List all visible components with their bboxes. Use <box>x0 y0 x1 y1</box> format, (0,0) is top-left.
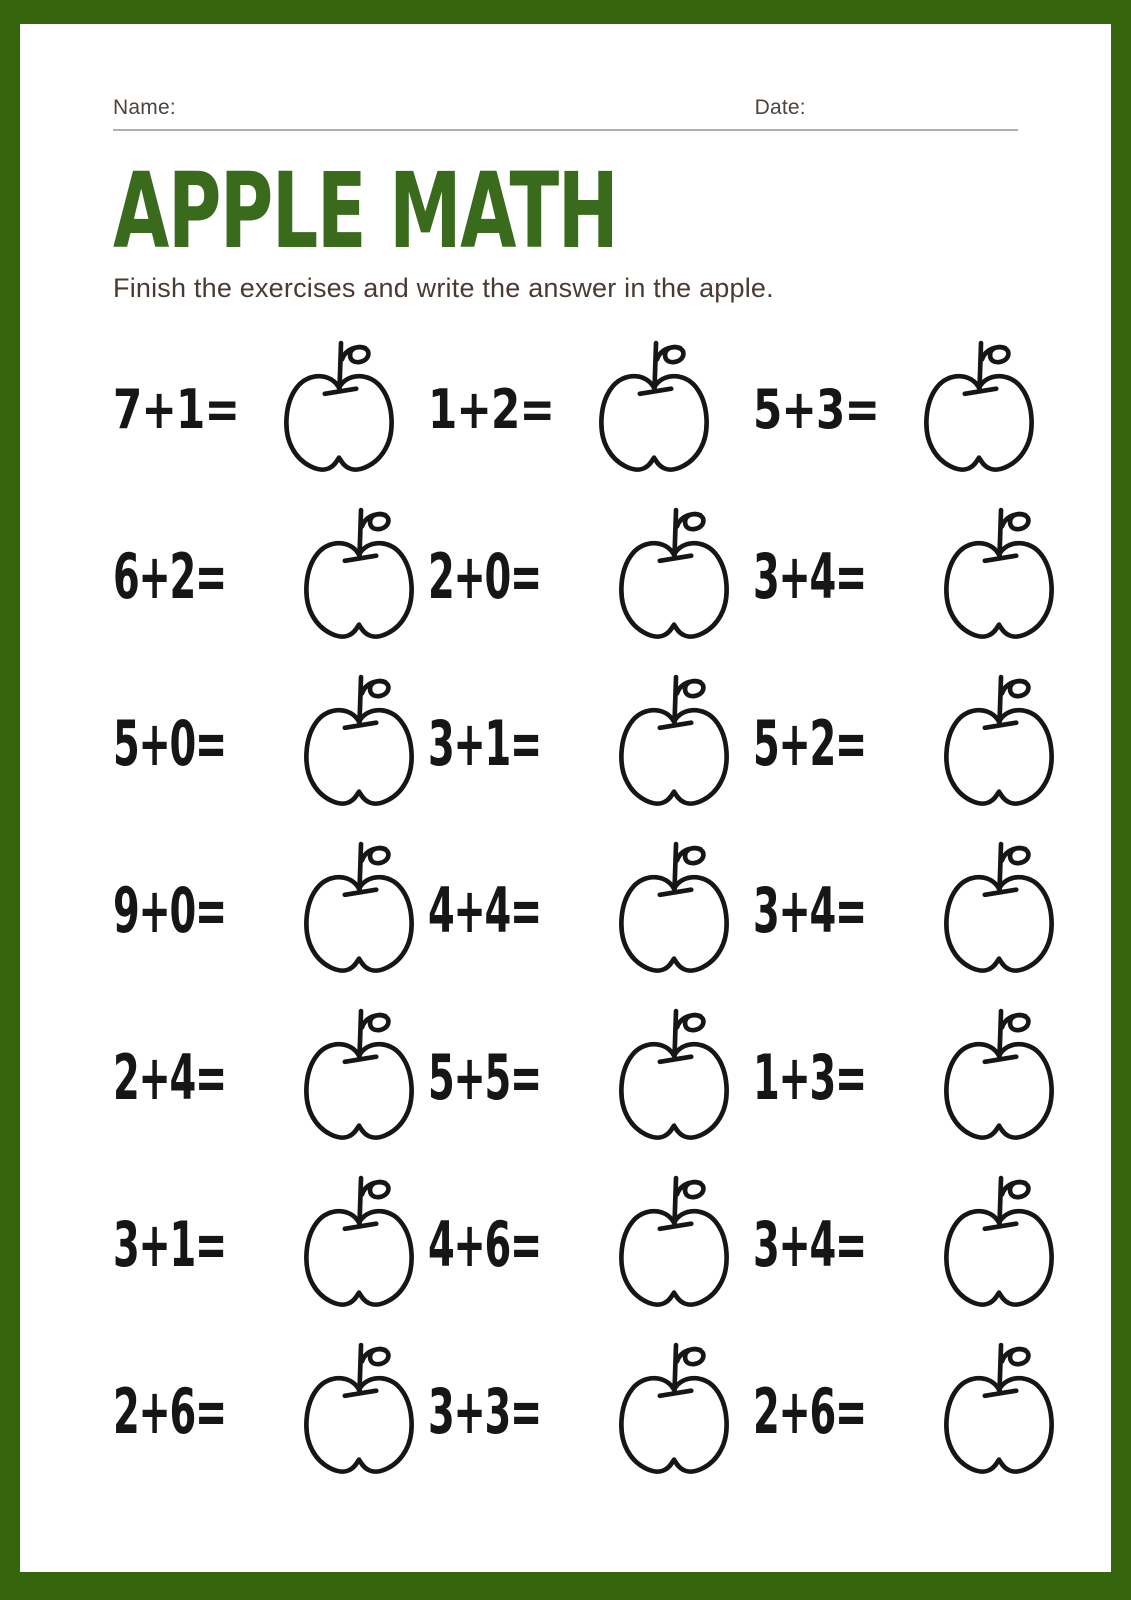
apple-leaf-loop <box>1002 848 1028 863</box>
problem-cell <box>753 1328 1063 1495</box>
apple-answer-icon <box>935 1336 1063 1488</box>
problem-expression: 3+4= <box>753 540 866 613</box>
apple-answer-icon <box>275 334 403 486</box>
problem-cell <box>753 660 1063 827</box>
problem-expression: 9+0= <box>113 874 226 947</box>
apple-leaf-loop <box>1002 681 1028 696</box>
apple-stem-tick <box>345 555 376 560</box>
apple-answer-icon <box>610 1336 738 1488</box>
problem-expression: 5+5= <box>428 1041 541 1114</box>
apple-stem-tick <box>660 1056 691 1061</box>
problem-expression: 4+4= <box>428 874 541 947</box>
problem-expression: 4+6= <box>428 1208 541 1281</box>
name-field-label: Name: <box>113 96 176 119</box>
apple-leaf-loop <box>1002 1015 1028 1030</box>
problem-expression: 2+4= <box>113 1041 226 1114</box>
apple-stem-tick <box>660 555 691 560</box>
apple-stem-tick <box>985 555 1016 560</box>
apple-answer-icon <box>295 668 423 820</box>
problem-cell <box>113 1328 428 1495</box>
apple-answer-icon <box>610 1002 738 1154</box>
apple-answer-icon <box>295 1169 423 1321</box>
problem-cell <box>428 660 753 827</box>
apple-answer-icon <box>610 668 738 820</box>
apple-leaf-loop <box>677 848 703 863</box>
problem-expression: 2+0= <box>428 540 541 613</box>
problem-cell <box>428 1328 753 1495</box>
apple-leaf-loop <box>362 1349 388 1364</box>
problem-cell <box>428 1161 753 1328</box>
apple-leaf-loop <box>362 681 388 696</box>
apple-stem-tick <box>345 722 376 727</box>
problem-cell <box>428 493 753 660</box>
problem-cell <box>753 1161 1063 1328</box>
apple-leaf-loop <box>677 1015 703 1030</box>
apple-stem-tick <box>964 388 995 393</box>
apple-leaf-loop <box>677 681 703 696</box>
apple-leaf-loop <box>677 1349 703 1364</box>
apple-answer-icon <box>295 1002 423 1154</box>
problem-expression: 6+2= <box>113 540 226 613</box>
apple-stem-tick <box>345 889 376 894</box>
apple-leaf-loop <box>657 347 683 362</box>
apple-stem-tick <box>985 1390 1016 1395</box>
apple-leaf-loop <box>342 347 368 362</box>
page-subtitle: Finish the exercises and write the answer in the apple. <box>113 273 774 303</box>
apple-stem-tick <box>660 722 691 727</box>
page-title <box>113 150 1018 272</box>
problem-cell <box>428 994 753 1161</box>
problem-expression: 5+2= <box>753 707 866 780</box>
apple-answer-icon <box>295 835 423 987</box>
apple-leaf-loop <box>362 514 388 529</box>
problem-cell <box>753 326 1063 493</box>
apple-stem-tick <box>985 1223 1016 1228</box>
apple-stem-tick <box>985 889 1016 894</box>
problem-cell <box>753 994 1063 1161</box>
apple-leaf-loop <box>677 1182 703 1197</box>
apple-answer-icon <box>935 1169 1063 1321</box>
apple-leaf-loop <box>362 848 388 863</box>
date-field-label: Date: <box>754 96 806 119</box>
apple-leaf-loop <box>677 514 703 529</box>
problem-expression: 3+1= <box>113 1208 226 1281</box>
apple-answer-icon <box>610 835 738 987</box>
apple-leaf-loop <box>982 347 1008 362</box>
problem-expression: 5+3= <box>753 378 880 441</box>
worksheet-page <box>20 24 1111 1572</box>
apple-answer-icon <box>610 501 738 653</box>
apple-answer-icon <box>935 835 1063 987</box>
apple-stem-tick <box>985 1056 1016 1061</box>
apple-answer-icon <box>915 334 1043 486</box>
problem-cell <box>113 660 428 827</box>
apple-answer-icon <box>610 1169 738 1321</box>
apple-leaf-loop <box>1002 514 1028 529</box>
problem-cell <box>428 326 753 493</box>
apple-leaf-loop <box>1002 1349 1028 1364</box>
problem-expression: 3+4= <box>753 1208 866 1281</box>
problem-expression: 2+6= <box>753 1375 866 1448</box>
problem-cell <box>753 827 1063 994</box>
apple-stem-tick <box>345 1390 376 1395</box>
apple-stem-tick <box>324 388 355 393</box>
apple-answer-icon <box>935 668 1063 820</box>
apple-stem-tick <box>660 1223 691 1228</box>
problem-cell <box>113 1161 428 1328</box>
problem-cell <box>113 493 428 660</box>
apple-stem-tick <box>639 388 670 393</box>
problem-expression: 3+3= <box>428 1375 541 1448</box>
apple-answer-icon <box>935 501 1063 653</box>
apple-leaf-loop <box>362 1015 388 1030</box>
problem-cell <box>113 994 428 1161</box>
problem-expression: 1+3= <box>753 1041 866 1114</box>
problem-expression: 1+2= <box>428 378 555 441</box>
problem-cell <box>113 827 428 994</box>
apple-leaf-loop <box>362 1182 388 1197</box>
apple-answer-icon <box>590 334 718 486</box>
apple-leaf-loop <box>1002 1182 1028 1197</box>
problem-cell <box>428 827 753 994</box>
problems-grid <box>113 326 1018 1495</box>
problem-expression: 7+1= <box>113 378 240 441</box>
apple-stem-tick <box>345 1056 376 1061</box>
apple-stem-tick <box>985 722 1016 727</box>
apple-answer-icon <box>295 1336 423 1488</box>
apple-answer-icon <box>295 501 423 653</box>
apple-stem-tick <box>345 1223 376 1228</box>
apple-stem-tick <box>660 889 691 894</box>
apple-stem-tick <box>660 1390 691 1395</box>
problem-cell <box>113 326 428 493</box>
problem-expression: 3+1= <box>428 707 541 780</box>
apple-answer-icon <box>935 1002 1063 1154</box>
problem-expression: 3+4= <box>753 874 866 947</box>
problem-expression: 5+0= <box>113 707 226 780</box>
problem-expression: 2+6= <box>113 1375 226 1448</box>
page-title-text: APPLE MATH <box>113 150 618 272</box>
problem-cell <box>753 493 1063 660</box>
name-date-fields <box>113 96 1018 131</box>
